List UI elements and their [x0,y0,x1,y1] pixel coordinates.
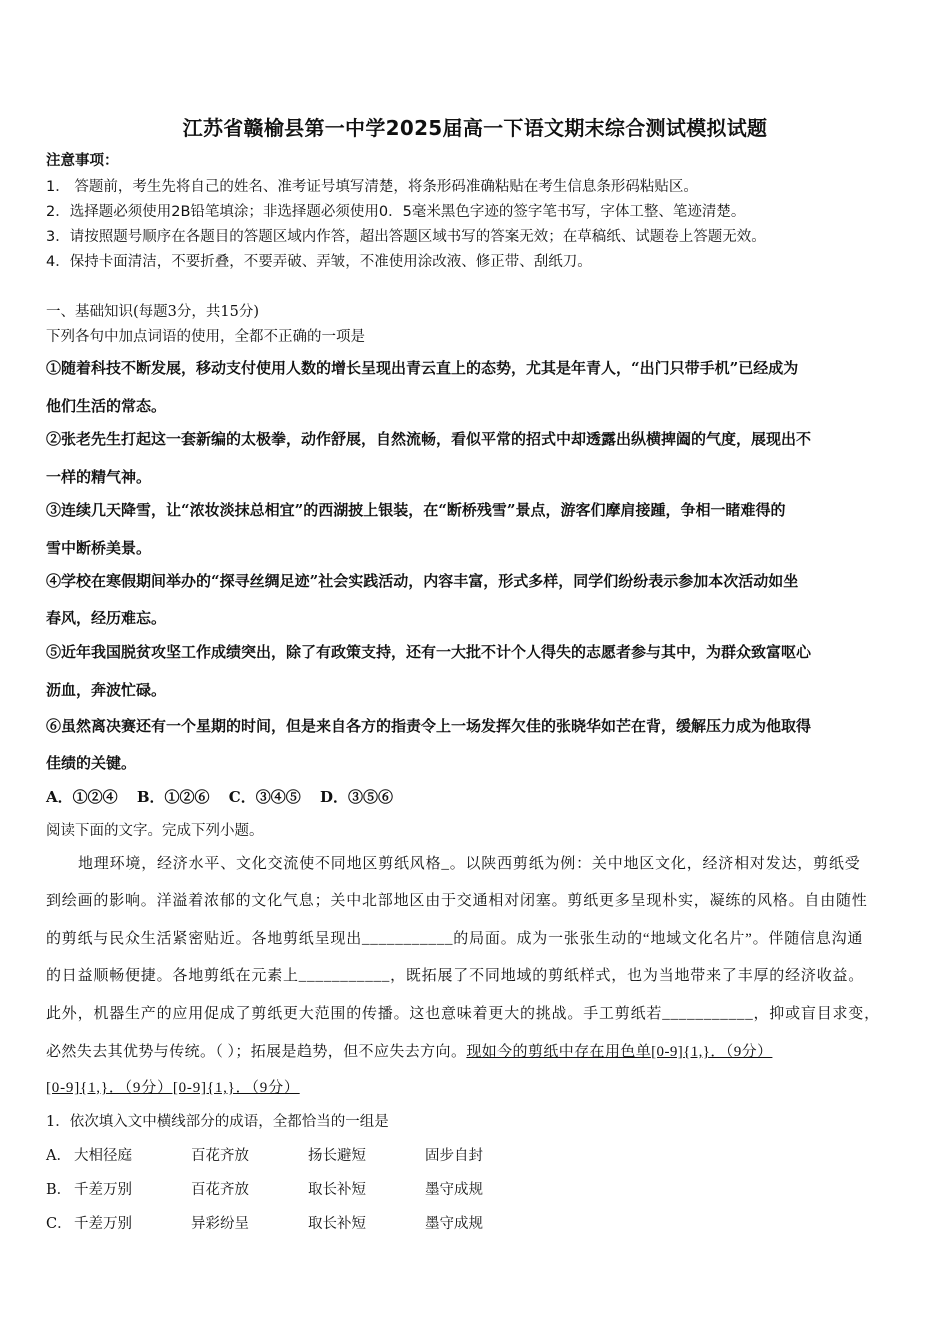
choice-row-a[interactable] [46,1146,542,1166]
sentence-line: ④学校在寒假期间举办的“探寻丝绸足迹”社会实践活动，内容丰富，形式多样，同学们纷纷表示参加本次活动如坐 [46,572,799,590]
underlined-line: [0-9]{1,}．（9分）[0-9]{1,}．（9分） [46,1080,300,1096]
option-d[interactable]: D．③⑤⑥ [319,788,393,806]
choice-item: 千差万别 [74,1182,132,1198]
choice-item: 取长补短 [308,1182,366,1198]
option-c[interactable]: C．③④⑤ [228,788,301,806]
sentence-line: ①随着科技不断发展，移动支付使用人数的增长呈现出青云直上的态势，尤其是年青人，“出门只带手机”已经成为 [46,359,799,377]
passage-line: 的剪纸与民众生活紧密贴近。各地剪纸呈现出___________的局面。成为一张张生动的“地域文化名片”。伴随信息沟通 [46,931,864,947]
choice-item: 取长补短 [308,1216,366,1232]
option-a[interactable]: A．①②④ [46,788,118,806]
section-heading: 一、基础知识(每题3分，共15分) [46,304,259,320]
sub-question: 1．依次填入文中横线部分的成语，全都恰当的一组是 [46,1114,389,1130]
notice-item: 4．保持卡面清洁，不要折叠，不要弄破、弄皱，不准使用涂改液、修正带、刮纸刀。 [46,254,592,270]
choice-item: 千差万别 [74,1216,132,1232]
choice-label: B． [46,1182,72,1198]
choice-item: 固步自封 [425,1148,483,1164]
sentence-line: 佳绩的关键。 [46,754,137,772]
passage-line: 到绘画的影响。洋溢着浓郁的文化气息；关中北部地区由于交通相对闭塞。剪纸更多呈现朴实，凝练的风格。自由随性 [46,893,868,909]
sentence-line: 一样的精气神。 [46,468,152,486]
page-title: 江苏省赣榆县第一中学2025届高一下语文期末综合测试模拟试题 [182,116,768,140]
choice-item: 异彩纷呈 [191,1216,249,1232]
underlined-text: 现如今的剪纸中存在用色单[0-9]{1,}．（9分） [466,1044,773,1060]
sentence-line: 春风，经历难忘。 [46,609,167,627]
choice-row-b[interactable] [46,1180,542,1200]
choice-item: 百花齐放 [191,1148,249,1164]
choice-label: A． [46,1148,71,1164]
choice-label: C． [46,1216,72,1232]
choice-item: 百花齐放 [191,1182,249,1198]
sentence-line: 雪中断桥美景。 [46,539,152,557]
notice-item: 1． 答题前，考生先将自己的姓名、准考证号填写清楚，将条形码准确粘贴在考生信息条形码粘贴区。 [46,179,698,195]
choice-item: 墨守成规 [425,1182,483,1198]
sentence-line: ⑤近年我国脱贫攻坚工作成绩突出，除了有政策支持，还有一大批不计个人得失的志愿者参与其中，为群众致富呕心 [46,643,812,661]
sentence-line: 他们生活的常态。 [46,397,167,415]
choice-item: 扬长避短 [308,1148,366,1164]
option-b[interactable]: B．①②⑥ [136,788,210,806]
answer-options [46,787,407,807]
sentence-line: 沥血，奔波忙碌。 [46,681,167,699]
notice-item: 3．请按照题号顺序在各题目的答题区域内作答，超出答题区域书写的答案无效；在草稿纸、试题卷上答题无效。 [46,229,766,245]
passage-line: 此外，机器生产的应用促成了剪纸更大范围的传播。这也意味着更大的挑战。手工剪纸若___________，抑或盲目求变， [46,1006,880,1022]
choice-item: 大相径庭 [74,1148,132,1164]
choice-item: 墨守成规 [425,1216,483,1232]
sentence-line: ③连续几天降雪，让“浓妆淡抹总相宜”的西湖披上银装，在“断桥残雪”景点，游客们摩肩接踵，争相一睹难得的 [46,501,786,519]
reading-intro: 阅读下面的文字。完成下列小题。 [46,823,264,839]
passage-line: 地理环境，经济水平、文化交流使不同地区剪纸风格_。以陕西剪纸为例：关中地区文化，经济相对发达，剪纸受 [78,856,861,872]
passage-line: 的日益顺畅便捷。各地剪纸在元素上___________，既拓展了不同地域的剪纸样式，也为当地带来了丰厚的经济收益。 [46,968,865,984]
notice-item: 2．选择题必须使用2B铅笔填涂；非选择题必须使用0．5毫米黑色字迹的签字笔书写，字体工整、笔迹清楚。 [46,204,746,220]
question-stem: 下列各句中加点词语的使用，全都不正确的一项是 [46,329,365,345]
sentence-line: ⑥虽然离决赛还有一个星期的时间，但是来自各方的指责令上一场发挥欠佳的张晓华如芒在背，缓解压力成为他取得 [46,717,812,735]
sentence-line: ②张老先生打起这一套新编的太极拳，动作舒展，自然流畅，看似平常的招式中却透露出纵横捭阖的气度，展现出不 [46,430,812,448]
passage-text: 必然失去其优势与传统。（ ）；拓展是趋势，但不应失去方向。 [46,1044,467,1060]
choice-row-c[interactable] [46,1214,542,1234]
notice-heading: 注意事项： [46,153,119,169]
passage-line [46,1042,772,1062]
